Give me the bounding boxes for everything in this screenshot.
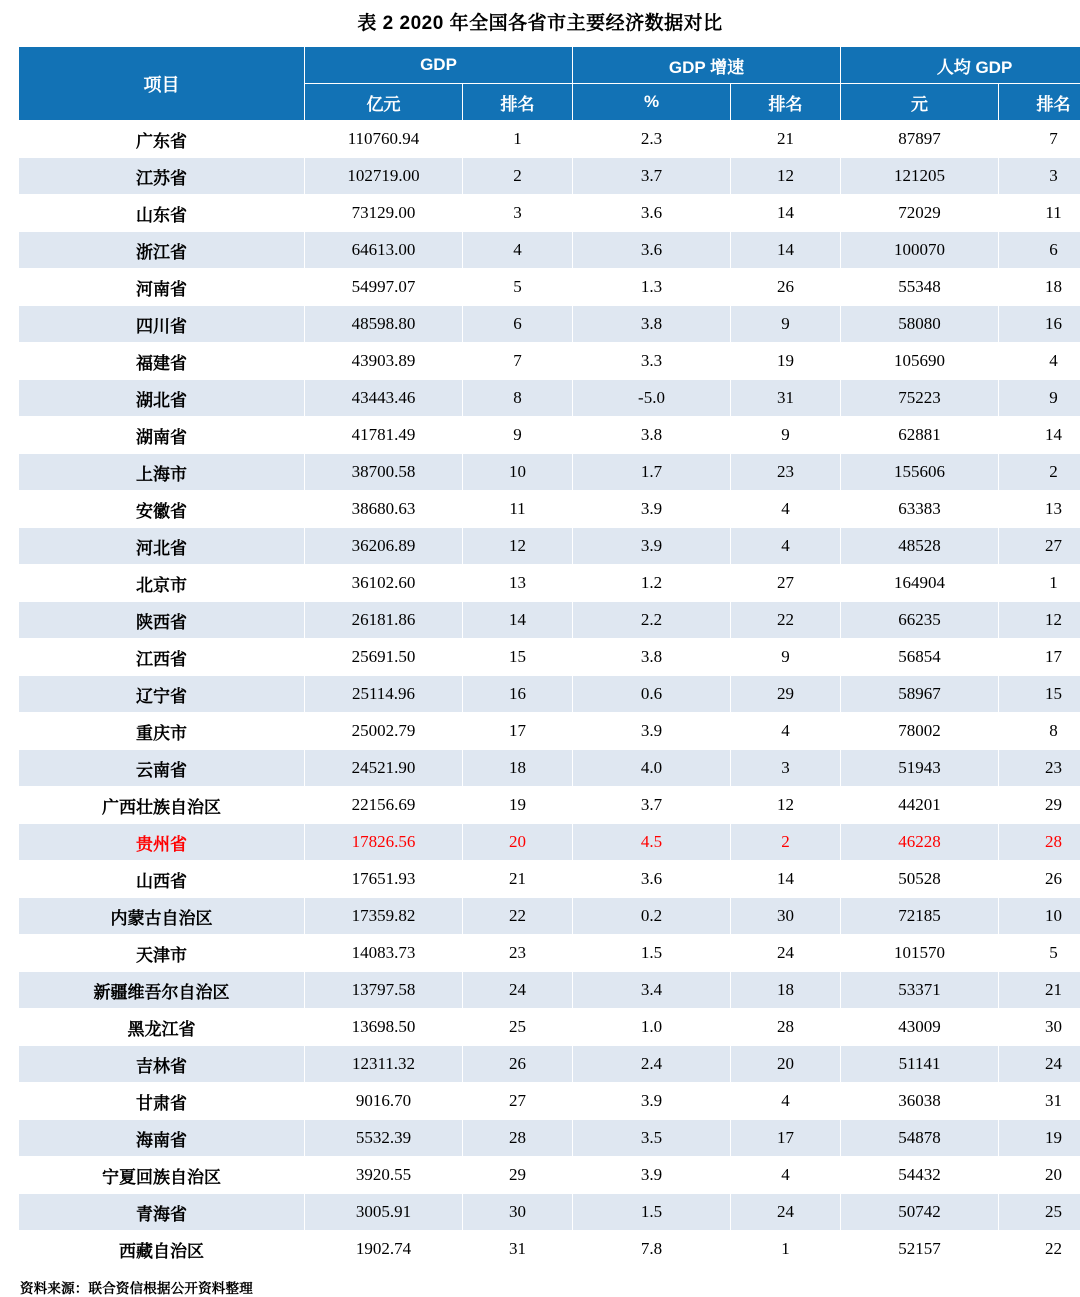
- cell-value: 43443.46: [305, 380, 463, 417]
- cell-value: 29: [463, 1157, 573, 1194]
- cell-value: 17: [999, 639, 1080, 676]
- cell-province-name: 广东省: [19, 121, 305, 158]
- cell-value: 28: [731, 1009, 841, 1046]
- cell-province-name: 新疆维吾尔自治区: [19, 972, 305, 1009]
- cell-value: 2.3: [573, 121, 731, 158]
- table-row: [19, 898, 1080, 935]
- table-row: [19, 232, 1080, 269]
- cell-value: 38680.63: [305, 491, 463, 528]
- cell-value: 20: [731, 1046, 841, 1083]
- cell-value: 28: [463, 1120, 573, 1157]
- cell-value: 3.9: [573, 1083, 731, 1120]
- cell-value: 24: [731, 935, 841, 972]
- cell-value: 26181.86: [305, 602, 463, 639]
- cell-value: 8: [999, 713, 1080, 750]
- cell-value: 72029: [841, 195, 999, 232]
- cell-value: 23: [999, 750, 1080, 787]
- cell-value: 17651.93: [305, 861, 463, 898]
- table-row: [19, 1046, 1080, 1083]
- cell-value: 110760.94: [305, 121, 463, 158]
- cell-province-name: 辽宁省: [19, 676, 305, 713]
- cell-value: 58080: [841, 306, 999, 343]
- cell-value: 26: [999, 861, 1080, 898]
- cell-value: 20: [999, 1157, 1080, 1194]
- table-title: 表 2 2020 年全国各省市主要经济数据对比: [18, 0, 1062, 46]
- cell-value: 12: [731, 787, 841, 824]
- cell-value: 0.6: [573, 676, 731, 713]
- cell-value: 25691.50: [305, 639, 463, 676]
- cell-value: 155606: [841, 454, 999, 491]
- table-header: [19, 47, 1080, 121]
- cell-value: 50528: [841, 861, 999, 898]
- table-row: [19, 639, 1080, 676]
- cell-province-name: 江苏省: [19, 158, 305, 195]
- table-row: [19, 380, 1080, 417]
- cell-value: 21: [463, 861, 573, 898]
- cell-value: 3.9: [573, 491, 731, 528]
- cell-province-name: 山西省: [19, 861, 305, 898]
- cell-value: 9: [731, 639, 841, 676]
- table-row: [19, 417, 1080, 454]
- cell-value: 5: [999, 935, 1080, 972]
- cell-value: 53371: [841, 972, 999, 1009]
- cell-value: 19: [999, 1120, 1080, 1157]
- cell-value: 9: [731, 417, 841, 454]
- cell-province-name: 湖北省: [19, 380, 305, 417]
- cell-value: 1: [463, 121, 573, 158]
- cell-value: 4.0: [573, 750, 731, 787]
- cell-value: 18: [463, 750, 573, 787]
- cell-value: 25: [999, 1194, 1080, 1231]
- table-row: [19, 972, 1080, 1009]
- cell-value: 4: [731, 1083, 841, 1120]
- cell-value: 36206.89: [305, 528, 463, 565]
- cell-value: 10: [999, 898, 1080, 935]
- cell-value: 16: [999, 306, 1080, 343]
- cell-value: 11: [999, 195, 1080, 232]
- cell-province-name: 安徽省: [19, 491, 305, 528]
- column-header-percapita-rank: 排名: [999, 84, 1080, 121]
- cell-province-name: 天津市: [19, 935, 305, 972]
- cell-value: 101570: [841, 935, 999, 972]
- cell-value: 30: [463, 1194, 573, 1231]
- cell-value: 1.0: [573, 1009, 731, 1046]
- cell-value: 6: [463, 306, 573, 343]
- cell-value: 4: [731, 528, 841, 565]
- cell-province-name: 北京市: [19, 565, 305, 602]
- cell-value: 14: [999, 417, 1080, 454]
- cell-value: 13: [463, 565, 573, 602]
- cell-value: 4.5: [573, 824, 731, 861]
- table-row: [19, 195, 1080, 232]
- cell-province-name: 河南省: [19, 269, 305, 306]
- cell-value: 3.4: [573, 972, 731, 1009]
- cell-value: 26: [731, 269, 841, 306]
- cell-value: 18: [731, 972, 841, 1009]
- cell-value: 102719.00: [305, 158, 463, 195]
- cell-value: 50742: [841, 1194, 999, 1231]
- cell-value: 23: [463, 935, 573, 972]
- cell-value: 19: [463, 787, 573, 824]
- cell-value: 5: [463, 269, 573, 306]
- cell-value: 31: [731, 380, 841, 417]
- cell-value: 22: [463, 898, 573, 935]
- cell-value: 55348: [841, 269, 999, 306]
- cell-value: 17359.82: [305, 898, 463, 935]
- cell-province-name: 湖南省: [19, 417, 305, 454]
- cell-value: 7: [999, 121, 1080, 158]
- cell-value: 2.2: [573, 602, 731, 639]
- cell-value: 15: [463, 639, 573, 676]
- cell-value: 58967: [841, 676, 999, 713]
- table-row: [19, 528, 1080, 565]
- cell-province-name: 宁夏回族自治区: [19, 1157, 305, 1194]
- cell-value: 78002: [841, 713, 999, 750]
- cell-province-name: 海南省: [19, 1120, 305, 1157]
- cell-value: 5532.39: [305, 1120, 463, 1157]
- cell-value: 3.5: [573, 1120, 731, 1157]
- cell-value: 12: [731, 158, 841, 195]
- cell-value: 36038: [841, 1083, 999, 1120]
- column-header-gdp-per-capita: 人均 GDP: [841, 47, 1080, 84]
- table-row: [19, 713, 1080, 750]
- cell-value: 11: [463, 491, 573, 528]
- cell-value: 21: [731, 121, 841, 158]
- cell-value: 6: [999, 232, 1080, 269]
- cell-value: 2: [999, 454, 1080, 491]
- column-header-gdp-unit: 亿元: [305, 84, 463, 121]
- cell-value: 8: [463, 380, 573, 417]
- cell-value: 1.5: [573, 935, 731, 972]
- cell-value: 12: [463, 528, 573, 565]
- cell-province-name: 青海省: [19, 1194, 305, 1231]
- cell-value: 27: [731, 565, 841, 602]
- cell-value: 2: [463, 158, 573, 195]
- cell-province-name: 重庆市: [19, 713, 305, 750]
- cell-value: 3.6: [573, 232, 731, 269]
- cell-value: 25: [463, 1009, 573, 1046]
- cell-value: 1.3: [573, 269, 731, 306]
- cell-value: 16: [463, 676, 573, 713]
- cell-value: 4: [999, 343, 1080, 380]
- cell-value: 43903.89: [305, 343, 463, 380]
- cell-value: 22156.69: [305, 787, 463, 824]
- table-row: [19, 121, 1080, 158]
- column-header-growth-unit: %: [573, 84, 731, 121]
- cell-province-name: 内蒙古自治区: [19, 898, 305, 935]
- cell-province-name: 西藏自治区: [19, 1231, 305, 1268]
- cell-province-name: 山东省: [19, 195, 305, 232]
- cell-value: 24521.90: [305, 750, 463, 787]
- cell-value: 56854: [841, 639, 999, 676]
- cell-value: 54997.07: [305, 269, 463, 306]
- table-row: [19, 1194, 1080, 1231]
- table-row: [19, 1009, 1080, 1046]
- cell-value: 17: [731, 1120, 841, 1157]
- cell-value: 14083.73: [305, 935, 463, 972]
- table-row: [19, 861, 1080, 898]
- cell-value: 26: [463, 1046, 573, 1083]
- cell-value: -5.0: [573, 380, 731, 417]
- cell-value: 7: [463, 343, 573, 380]
- cell-value: 105690: [841, 343, 999, 380]
- cell-value: 75223: [841, 380, 999, 417]
- cell-province-name: 云南省: [19, 750, 305, 787]
- cell-value: 1902.74: [305, 1231, 463, 1268]
- table-row: [19, 824, 1080, 861]
- cell-province-name: 黑龙江省: [19, 1009, 305, 1046]
- cell-value: 17: [463, 713, 573, 750]
- table-row: [19, 602, 1080, 639]
- cell-value: 3.8: [573, 306, 731, 343]
- cell-value: 2: [731, 824, 841, 861]
- table-row: [19, 787, 1080, 824]
- cell-value: 43009: [841, 1009, 999, 1046]
- cell-value: 18: [999, 269, 1080, 306]
- cell-value: 13: [999, 491, 1080, 528]
- table-row: [19, 491, 1080, 528]
- cell-value: 7.8: [573, 1231, 731, 1268]
- cell-value: 27: [999, 528, 1080, 565]
- cell-value: 31: [463, 1231, 573, 1268]
- cell-value: 29: [731, 676, 841, 713]
- cell-value: 54878: [841, 1120, 999, 1157]
- cell-value: 10: [463, 454, 573, 491]
- cell-value: 25002.79: [305, 713, 463, 750]
- cell-value: 19: [731, 343, 841, 380]
- cell-value: 4: [463, 232, 573, 269]
- cell-value: 12311.32: [305, 1046, 463, 1083]
- cell-value: 1: [999, 565, 1080, 602]
- cell-value: 3.8: [573, 417, 731, 454]
- cell-value: 4: [731, 713, 841, 750]
- cell-value: 30: [999, 1009, 1080, 1046]
- cell-value: 13698.50: [305, 1009, 463, 1046]
- column-header-gdp: GDP: [305, 47, 573, 84]
- cell-province-name: 陕西省: [19, 602, 305, 639]
- cell-value: 3920.55: [305, 1157, 463, 1194]
- cell-value: 30: [731, 898, 841, 935]
- cell-value: 14: [731, 232, 841, 269]
- table-row: [19, 1157, 1080, 1194]
- cell-value: 44201: [841, 787, 999, 824]
- cell-province-name: 广西壮族自治区: [19, 787, 305, 824]
- table-row: [19, 676, 1080, 713]
- cell-value: 21: [999, 972, 1080, 1009]
- cell-value: 14: [731, 195, 841, 232]
- table-row: [19, 343, 1080, 380]
- column-header-gdp-growth: GDP 增速: [573, 47, 841, 84]
- cell-value: 0.2: [573, 898, 731, 935]
- cell-value: 73129.00: [305, 195, 463, 232]
- cell-province-name: 甘肃省: [19, 1083, 305, 1120]
- cell-value: 3.3: [573, 343, 731, 380]
- cell-value: 24: [731, 1194, 841, 1231]
- cell-value: 24: [463, 972, 573, 1009]
- cell-value: 3.6: [573, 861, 731, 898]
- cell-value: 2.4: [573, 1046, 731, 1083]
- cell-value: 3.7: [573, 787, 731, 824]
- table-row: [19, 1083, 1080, 1120]
- cell-value: 63383: [841, 491, 999, 528]
- cell-province-name: 浙江省: [19, 232, 305, 269]
- cell-value: 23: [731, 454, 841, 491]
- cell-value: 3: [463, 195, 573, 232]
- cell-value: 64613.00: [305, 232, 463, 269]
- cell-value: 4: [731, 1157, 841, 1194]
- cell-value: 14: [731, 861, 841, 898]
- cell-value: 52157: [841, 1231, 999, 1268]
- cell-value: 17826.56: [305, 824, 463, 861]
- cell-value: 22: [731, 602, 841, 639]
- table-row: [19, 750, 1080, 787]
- cell-value: 9016.70: [305, 1083, 463, 1120]
- cell-value: 28: [999, 824, 1080, 861]
- table-header-row-groups: [19, 47, 1080, 84]
- cell-value: 9: [463, 417, 573, 454]
- cell-value: 29: [999, 787, 1080, 824]
- cell-value: 38700.58: [305, 454, 463, 491]
- cell-value: 1.2: [573, 565, 731, 602]
- column-header-item: 项目: [19, 47, 305, 121]
- cell-value: 12: [999, 602, 1080, 639]
- table-row: [19, 1231, 1080, 1268]
- cell-value: 87897: [841, 121, 999, 158]
- table-row: [19, 269, 1080, 306]
- cell-value: 20: [463, 824, 573, 861]
- cell-value: 1.5: [573, 1194, 731, 1231]
- cell-value: 13797.58: [305, 972, 463, 1009]
- cell-value: 48598.80: [305, 306, 463, 343]
- column-header-growth-rank: 排名: [731, 84, 841, 121]
- cell-value: 9: [999, 380, 1080, 417]
- table-row: [19, 1120, 1080, 1157]
- economic-data-table: [18, 46, 1080, 1268]
- cell-value: 3.9: [573, 528, 731, 565]
- cell-value: 3: [731, 750, 841, 787]
- cell-value: 25114.96: [305, 676, 463, 713]
- cell-value: 15: [999, 676, 1080, 713]
- cell-value: 3.8: [573, 639, 731, 676]
- table-row: [19, 935, 1080, 972]
- table-row: [19, 454, 1080, 491]
- cell-value: 3005.91: [305, 1194, 463, 1231]
- cell-value: 9: [731, 306, 841, 343]
- cell-value: 66235: [841, 602, 999, 639]
- cell-value: 72185: [841, 898, 999, 935]
- cell-value: 36102.60: [305, 565, 463, 602]
- cell-province-name: 福建省: [19, 343, 305, 380]
- cell-province-name: 江西省: [19, 639, 305, 676]
- cell-province-name: 河北省: [19, 528, 305, 565]
- cell-value: 121205: [841, 158, 999, 195]
- cell-value: 1: [731, 1231, 841, 1268]
- table-source-note: 资料来源：联合资信根据公开资料整理: [18, 1268, 1062, 1297]
- cell-value: 14: [463, 602, 573, 639]
- cell-value: 164904: [841, 565, 999, 602]
- cell-value: 51141: [841, 1046, 999, 1083]
- cell-province-name: 四川省: [19, 306, 305, 343]
- cell-value: 3: [999, 158, 1080, 195]
- column-header-gdp-rank: 排名: [463, 84, 573, 121]
- table-row: [19, 158, 1080, 195]
- cell-value: 46228: [841, 824, 999, 861]
- cell-value: 22: [999, 1231, 1080, 1268]
- cell-value: 24: [999, 1046, 1080, 1083]
- table-row: [19, 565, 1080, 602]
- cell-province-name: 上海市: [19, 454, 305, 491]
- column-header-percapita-unit: 元: [841, 84, 999, 121]
- cell-value: 3.9: [573, 1157, 731, 1194]
- cell-value: 3.7: [573, 158, 731, 195]
- cell-value: 48528: [841, 528, 999, 565]
- cell-value: 1.7: [573, 454, 731, 491]
- cell-value: 51943: [841, 750, 999, 787]
- table-body: [19, 121, 1080, 1268]
- cell-value: 54432: [841, 1157, 999, 1194]
- cell-value: 62881: [841, 417, 999, 454]
- cell-province-name: 吉林省: [19, 1046, 305, 1083]
- cell-value: 27: [463, 1083, 573, 1120]
- cell-value: 41781.49: [305, 417, 463, 454]
- cell-value: 31: [999, 1083, 1080, 1120]
- table-row: [19, 306, 1080, 343]
- cell-value: 4: [731, 491, 841, 528]
- cell-value: 100070: [841, 232, 999, 269]
- cell-value: 3.9: [573, 713, 731, 750]
- cell-value: 3.6: [573, 195, 731, 232]
- cell-province-name: 贵州省: [19, 824, 305, 861]
